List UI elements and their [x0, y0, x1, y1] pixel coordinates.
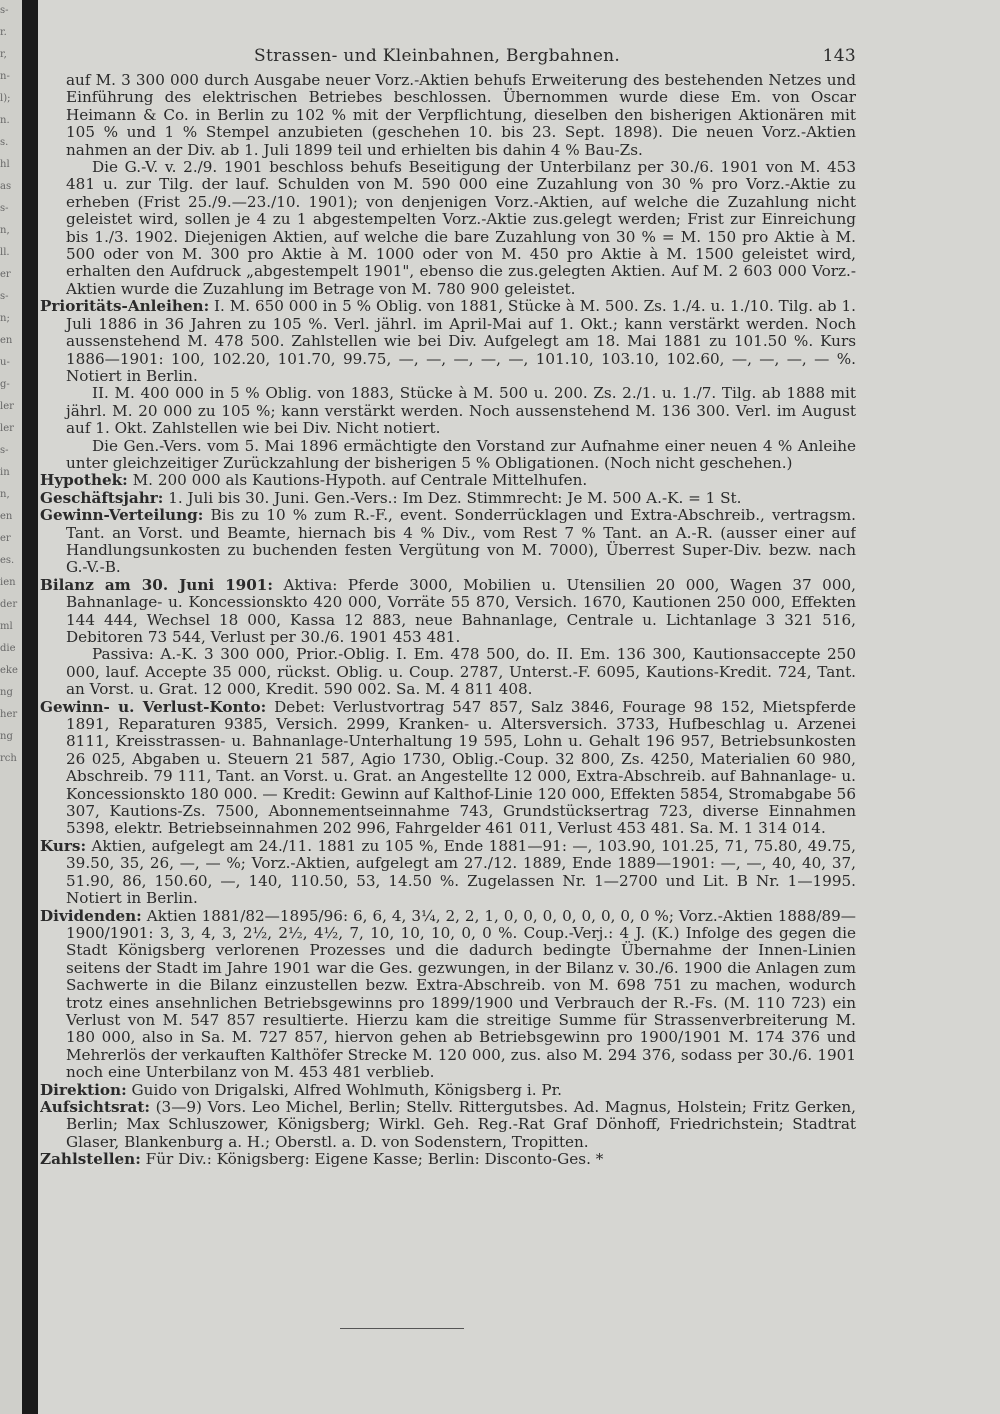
- section-label: Direktion:: [40, 1080, 127, 1099]
- margin-fragment: der: [0, 599, 18, 610]
- paragraph-text: Aktien 1881/82—1895/96: 6, 6, 4, 3¼, 2, 2, 1, 0, 0, 0, 0, 0, 0, 0, 0 %; Vorz.-Aktien 1888/89—1900/1901: 3, 3, 4, 3, 2½, 2½, 4½, 7, 10, 10, 10, 0, 0 %. Coup.-Verj.: 4 J. (K.) Infolge des gegen die Stadt Königsberg verlorenen Prozesses und die dadurch bedingte Übernahme der Innen-Linien seitens der Stadt im Jahre 1901 war die Ges. gezwungen, in der Bilanz v. 30./6. 1900 die Anlagen zum Sachwerte in die Bilanz einzustellen bezw. Extra-Abschreib. von M. 698 751 zu machen, wodurch trotz eines ansehnlichen Betriebsgewinns pro 1899/1900 und Verbrauch der R.-Fs. (M. 110 723) ein Verlust von M. 547 857 resultierte. Hierzu kam die streitige Summe für Strassenverbreiterung M. 180 000, also in Sa. M. 727 857, hiervon gehen ab Betriebsgewinn pro 1900/1901 M. 174 376 und Mehrerlös der verkauften Kalthöfer Strecke M. 120 000, zus. also M. 294 376, sodass per 30./6. 1901 noch eine Unterbilanz von M. 453 481 verblieb.: [66, 906, 856, 1082]
- paragraph-text: (3—9) Vors. Leo Michel, Berlin; Stellv. Rittergutsbes. Ad. Magnus, Holstein; Fritz Gerken, Berlin; Max Schluszower, Königsberg; Wirkl. Geh. Reg.-Rat Graf Dönhoff, Friedrichstein; Stadtrat Glaser, Blankenburg a. H.; Oberstl. a. D. von Sodenstern, Tropitten.: [66, 1097, 856, 1151]
- paragraph: [40, 908, 856, 1082]
- paragraph: [40, 1099, 856, 1151]
- section-label: Bilanz am 30. Juni 1901:: [40, 575, 273, 594]
- margin-fragment: r,: [0, 49, 7, 60]
- paragraph: [40, 699, 856, 838]
- paragraph: [40, 1151, 856, 1168]
- margin-fragment: rch: [0, 753, 17, 764]
- section-label: Geschäftsjahr:: [40, 488, 164, 507]
- paragraph: [40, 438, 856, 473]
- margin-fragment: s-: [0, 203, 9, 214]
- page-header: [40, 38, 856, 72]
- paragraph: [40, 385, 856, 437]
- paragraph: [40, 472, 856, 489]
- paragraph-text: Die G.-V. v. 2./9. 1901 beschloss behufs Beseitigung der Unterbilanz per 30./6. 1901 von M. 453 481 u. zur Tilg. der lauf. Schulden von M. 590 000 eine Zuzahlung von 30 % pro Vorz.-Aktie zu erheben (Frist 25./9.—23./10. 1901); von denjenigen Vorz.-Aktien, auf welche die Zuzahlung nicht geleistet wird, sollen je 4 zu 1 abgestempelten Vorz.-Aktie zus.gelegt werden; Frist zur Einreichung bis 1./3. 1902. Diejenigen Aktien, auf welche die bare Zuzahlung von 30 % = M. 150 pro Aktie à M. 500 oder von M. 300 pro Aktie à M. 1000 oder von M. 450 pro Aktie à M. 1500 geleistet wird, erhalten den Aufdruck „abgestempelt 1901", ebenso die zus.gelegten Aktien. Auf M. 2 603 000 Vorz.-Aktien wurde die Zuzahlung im Betrage von M. 780 900 geleistet.: [66, 158, 856, 298]
- margin-fragment: er: [0, 269, 11, 280]
- paragraph-text: Debet: Verlustvortrag 547 857, Salz 3846, Fourage 98 152, Mietspferde 1891, Reparaturen 9385, Versich. 2999, Kranken- u. Altersversich. 3733, Hufbeschlag u. Arzenei 8111, Kreisstrassen- u. Bahnanlage-Unterhaltung 19 595, Lohn u. Gehalt 196 957, Betriebsunkosten 26 025, Abgaben u. Steuern 21 587, Agio 1730, Oblig.-Coup. 32 800, Zs. 4250, Materialien 60 980, Abschreib. 79 111, Tant. an Vorst. u. Grat. an Angestellte 12 000, Extra-Abschreib. auf Bahnanlage- u. Koncessionskto 180 000. — Kredit: Gewinn auf Kalthof-Linie 120 000, Effekten 5854, Stromabgabe 56 307, Kautions-Zs. 7500, Abonnementseinnahme 743, Grundstücksertrag 723, diverse Einnahmen 5398, elektr. Betriebseinnahmen 202 996, Fahrgelder 461 011, Verlust 453 481. Sa. M. 1 314 014.: [66, 697, 856, 838]
- margin-fragment: en: [0, 335, 13, 346]
- paragraph-text: Guido von Drigalski, Alfred Wohlmuth, Königsberg i. Pr.: [126, 1080, 562, 1099]
- margin-fragment: ng: [0, 687, 13, 698]
- paragraph: [40, 646, 856, 698]
- margin-fragments: [0, 0, 22, 1414]
- paragraph: [40, 1082, 856, 1099]
- paragraph: [40, 159, 856, 298]
- margin-fragment: n,: [0, 225, 10, 236]
- margin-fragment: hl: [0, 159, 10, 170]
- section-label: Aufsichtsrat:: [40, 1097, 150, 1116]
- margin-fragment: s.: [0, 137, 9, 148]
- paragraph-text: Die Gen.-Vers. vom 5. Mai 1896 ermächtigte den Vorstand zur Aufnahme einer neuen 4 % Anleihe unter gleichzeitiger Zurückzahlung der bisherigen 5 % Obligationen. (Noch nicht geschehen.): [66, 436, 856, 472]
- margin-fragment: n;: [0, 313, 10, 324]
- paragraph-text: I. M. 650 000 in 5 % Oblig. von 1881, Stücke à M. 500. Zs. 1./4. u. 1./10. Tilg. ab 1. Juli 1886 in 36 Jahren zu 105 %. Verl. jährl. im April-Mai auf 1. Okt.; kann verstärkt werden. Noch aussenstehend M. 478 500. Zahlstellen wie bei Div. Aufgelegt am 18. Mai 1881 zu 101.50 %. Kurs 1886—1901: 100, 102.20, 101.70, 99.75, —, —, —, —, —, 101.10, 103.10, 102.60, —, —, —, — %. Notiert in Berlin.: [66, 297, 856, 385]
- paragraph: [40, 507, 856, 577]
- margin-fragment: s-: [0, 445, 9, 456]
- margin-fragment: ler: [0, 423, 14, 434]
- section-label: Prioritäts-Anleihen:: [40, 297, 210, 316]
- margin-fragment: her: [0, 709, 18, 720]
- paragraph-text: Bis zu 10 % zum R.-F., event. Sonderrücklagen und Extra-Abschreib., vertragsm. Tant. an Vorst. und Beamte, hiernach bis 4 % Div., vom Rest 7 % Tant. an A.-R. (ausser einer auf Handlungsunkosten zu buchenden festen Vergütung von M. 7000), Überrest Super-Div. bezw. nach G.-V.-B.: [66, 506, 856, 577]
- margin-fragment: r.: [0, 27, 7, 38]
- section-label: Kurs:: [40, 836, 87, 855]
- section-label: Zahlstellen:: [40, 1150, 141, 1169]
- paragraph: [40, 577, 856, 647]
- document-page: [40, 38, 856, 1378]
- margin-fragment: s-: [0, 5, 9, 16]
- margin-fragment: es.: [0, 555, 15, 566]
- paragraph-text: 1. Juli bis 30. Juni. Gen.-Vers.: Im Dez. Stimmrecht: Je M. 500 A.-K. = 1 St.: [163, 488, 742, 507]
- margin-fragment: l);: [0, 93, 11, 104]
- margin-fragment: ll.: [0, 247, 10, 258]
- margin-fragment: ml: [0, 621, 13, 632]
- margin-fragment: n,: [0, 489, 10, 500]
- page-number: 143: [822, 46, 856, 66]
- margin-fragment: en: [0, 511, 13, 522]
- margin-fragment: in: [0, 467, 10, 478]
- document-body: [40, 72, 856, 1169]
- margin-fragment: ien: [0, 577, 16, 588]
- margin-fragment: u-: [0, 357, 10, 368]
- margin-fragment: s-: [0, 291, 9, 302]
- margin-fragment: as: [0, 181, 12, 192]
- paragraph-text: auf M. 3 300 000 durch Ausgabe neuer Vorz.-Aktien behufs Erweiterung des bestehenden Netzes und Einführung des elektrischen Betriebes beschlossen. Übernommen wurde diese Em. von Oscar Heimann & Co. in Berlin zu 102 % mit der Verpflichtung, dieselben den bisherigen Aktionären mit 105 % und 1 % Stempel anzubieten (geschehen 10. bis 23. Sept. 1898). Die neuen Vorz.-Aktien nahmen an der Div. ab 1. Juli 1899 teil und erhielten bis dahin 4 % Bau-Zs.: [66, 71, 856, 159]
- section-label: Gewinn-Verteilung:: [40, 506, 204, 525]
- paragraph-text: M. 200 000 als Kautions-Hypoth. auf Centrale Mittelhufen.: [127, 471, 588, 490]
- margin-fragment: n.: [0, 115, 10, 126]
- paragraph: [40, 72, 856, 159]
- paragraph: [40, 490, 856, 507]
- section-label: Hypothek:: [40, 471, 128, 490]
- paragraph: [40, 838, 856, 908]
- margin-fragment: g-: [0, 379, 10, 390]
- paragraph-text: Für Div.: Königsberg: Eigene Kasse; Berlin: Disconto-Ges. *: [140, 1150, 604, 1169]
- paragraph-text: Passiva: A.-K. 3 300 000, Prior.-Oblig. I. Em. 478 500, do. II. Em. 136 300, Kautionsaccepte 250 000, lauf. Accepte 35 000, rückst. Oblig. u. Coup. 2787, Unterst.-F. 6095, Kautions-Kredit. 724, Tant. an Vorst. u. Grat. 12 000, Kredit. 590 002. Sa. M. 4 811 408.: [66, 645, 856, 699]
- page-title: Strassen- und Kleinbahnen, Bergbahnen.: [254, 46, 621, 66]
- closing-rule: [340, 1328, 464, 1329]
- paragraph: [40, 298, 856, 385]
- margin-fragment: ng: [0, 731, 13, 742]
- paragraph-text: II. M. 400 000 in 5 % Oblig. von 1883, Stücke à M. 500 u. 200. Zs. 2./1. u. 1./7. Tilg. ab 1888 mit jährl. M. 20 000 zu 105 %; kann verstärkt werden. Noch aussenstehend M. 136 300. Verl. im August auf 1. Okt. Zahlstellen wie bei Div. Nicht notiert.: [66, 384, 856, 438]
- paragraph-text: Aktien, aufgelegt am 24./11. 1881 zu 105 %, Ende 1881—91: —, 103.90, 101.25, 71, 75.80, 49.75, 39.50, 35, 26, —, — %; Vorz.-Aktien, aufgelegt am 27./12. 1889, Ende 1889—1901: —, —, 40, 40, 37, 51.90, 86, 150.60, —, 140, 110.50, 53, 14.50 %. Zugelassen Nr. 1—2700 und Lit. B Nr. 1—1995. Notiert in Berlin.: [66, 836, 856, 908]
- margin-fragment: eke: [0, 665, 18, 676]
- paragraph-text: Aktiva: Pferde 3000, Mobilien u. Utensilien 20 000, Wagen 37 000, Bahnanlage- u. Koncessionskto 420 000, Vorräte 55 870, Versich. 1670, Kautionen 250 000, Effekten 144 444, Wechsel 18 000, Kassa 12 883, neue Bahnanlage, Centrale u. Lichtanlage 3 321 516, Debitoren 73 544, Verlust per 30./6. 1901 453 481.: [66, 575, 856, 646]
- margin-fragment: die: [0, 643, 16, 654]
- section-label: Dividenden:: [40, 906, 142, 925]
- margin-fragment: er: [0, 533, 11, 544]
- margin-fragment: n-: [0, 71, 10, 82]
- margin-fragment: ler: [0, 401, 14, 412]
- section-label: Gewinn- u. Verlust-Konto:: [40, 697, 267, 716]
